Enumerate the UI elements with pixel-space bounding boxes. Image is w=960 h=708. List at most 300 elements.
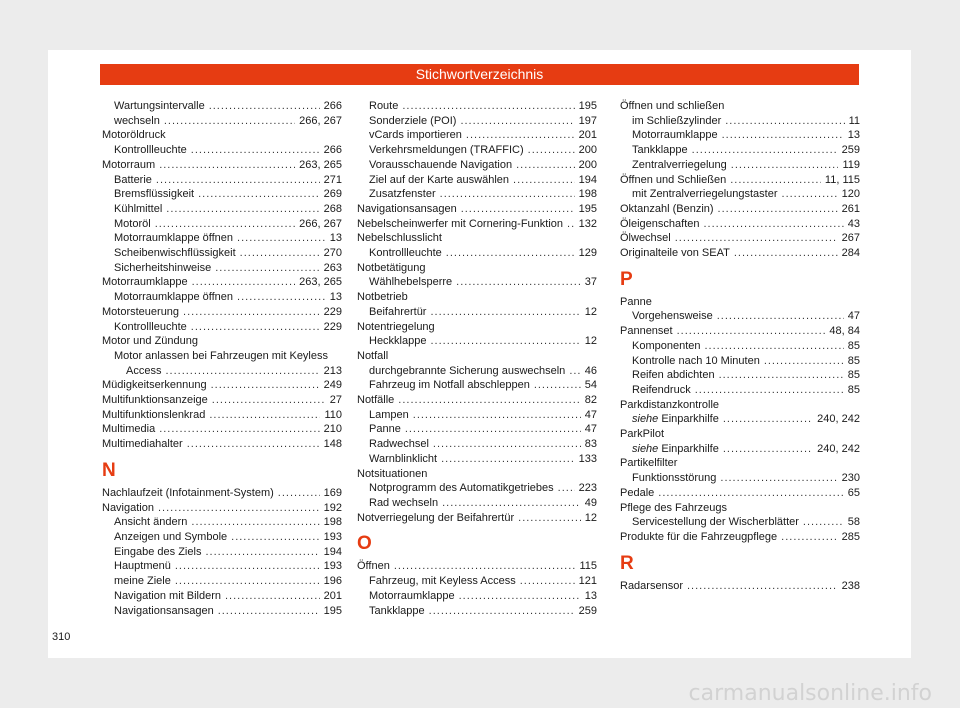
index-entry bbox=[357, 158, 597, 173]
index-entry-text: Zusatzfenster bbox=[369, 188, 436, 201]
dot-leader bbox=[456, 275, 581, 290]
index-page-reference: 238 bbox=[841, 579, 860, 592]
index-entry-text: Eingabe des Ziels bbox=[114, 545, 202, 558]
index-heading: Notbetrieb bbox=[357, 291, 408, 304]
dot-leader bbox=[567, 217, 575, 232]
index-page-reference: 229 bbox=[323, 320, 342, 333]
index-entry-label bbox=[620, 173, 726, 188]
dot-leader bbox=[198, 187, 320, 202]
index-entry bbox=[102, 305, 342, 320]
index-entry bbox=[620, 412, 860, 427]
index-page-reference: 200 bbox=[578, 144, 597, 157]
index-entry-label bbox=[632, 515, 799, 530]
index-page-reference: 169 bbox=[323, 486, 342, 499]
index-entry-text: Tankklappe bbox=[632, 144, 688, 157]
index-heading: ParkPilot bbox=[620, 428, 665, 441]
index-entry-label bbox=[632, 158, 727, 173]
dot-leader bbox=[237, 290, 326, 305]
index-entry-label bbox=[114, 246, 236, 261]
index-page-reference: 120 bbox=[841, 188, 860, 201]
index-page-reference: 195 bbox=[578, 202, 597, 215]
index-page-reference: 285 bbox=[841, 530, 860, 543]
index-entry-text: Pannenset bbox=[620, 325, 673, 338]
index-entry-label bbox=[620, 324, 673, 339]
index-page-reference: 200 bbox=[578, 158, 597, 171]
index-entry bbox=[357, 393, 597, 408]
index-entry-label bbox=[632, 114, 721, 129]
index-entry bbox=[102, 158, 342, 173]
index-page-reference: 263, 265 bbox=[299, 276, 342, 289]
index-entry bbox=[357, 128, 597, 143]
index-entry-label bbox=[114, 574, 171, 589]
index-heading: Notfall bbox=[357, 349, 389, 362]
index-entry bbox=[620, 114, 860, 129]
dot-leader bbox=[459, 589, 581, 604]
index-entry-label bbox=[620, 486, 654, 501]
index-entry-label bbox=[620, 217, 700, 232]
dot-leader bbox=[723, 442, 813, 457]
index-entry-text: Motorraumklappe bbox=[632, 129, 718, 142]
index-entry bbox=[102, 202, 342, 217]
index-entry-text: Kontrollleuchte bbox=[369, 247, 442, 260]
index-entry bbox=[620, 246, 860, 261]
index-entry bbox=[102, 290, 342, 305]
index-entry bbox=[620, 579, 860, 594]
index-entry bbox=[102, 545, 342, 560]
index-heading: Parkdistanzkontrolle bbox=[620, 398, 720, 411]
index-entry bbox=[357, 481, 597, 496]
index-page-reference: 194 bbox=[578, 173, 597, 186]
index-entry-label bbox=[620, 202, 714, 217]
index-entry-text: Multifunktionslenkrad bbox=[102, 408, 206, 421]
index-entry bbox=[357, 114, 597, 129]
index-page-reference: 83 bbox=[584, 438, 597, 451]
index-entry-label bbox=[114, 99, 205, 114]
index-entry-label bbox=[369, 275, 452, 290]
index-entry bbox=[102, 515, 342, 530]
index-page-reference: 259 bbox=[841, 144, 860, 157]
index-entry-label bbox=[632, 442, 719, 457]
dot-leader bbox=[723, 412, 813, 427]
dot-leader bbox=[187, 437, 320, 452]
index-page-reference: 119 bbox=[842, 158, 860, 171]
index-entry-label bbox=[632, 187, 778, 202]
index-entry-label bbox=[114, 202, 162, 217]
index-entry-label bbox=[632, 368, 715, 383]
index-page-reference: 197 bbox=[578, 114, 597, 127]
dot-leader bbox=[209, 408, 320, 423]
dot-leader bbox=[215, 261, 319, 276]
index-page-reference: 229 bbox=[323, 305, 342, 318]
index-heading: Notsituationen bbox=[357, 467, 428, 480]
index-entry bbox=[357, 378, 597, 393]
index-entry-label bbox=[102, 486, 274, 501]
dot-leader bbox=[225, 589, 320, 604]
index-page-reference: 47 bbox=[584, 408, 597, 421]
page-title: Stichwortverzeichnis bbox=[100, 64, 859, 85]
dot-leader bbox=[211, 378, 320, 393]
index-entry-text: Motorraumklappe öffnen bbox=[114, 291, 234, 304]
index-entry-label bbox=[114, 187, 194, 202]
dot-leader bbox=[704, 217, 844, 232]
index-entry-text: Einparkhilfe bbox=[661, 442, 719, 455]
index-entry bbox=[102, 422, 342, 437]
index-page-reference: 271 bbox=[323, 173, 342, 186]
index-entry bbox=[357, 275, 597, 290]
index-entry bbox=[357, 143, 597, 158]
index-entry bbox=[102, 393, 342, 408]
index-page-reference: 267 bbox=[841, 232, 860, 245]
dot-leader bbox=[658, 486, 843, 501]
dot-leader bbox=[159, 422, 319, 437]
index-page-reference: 249 bbox=[323, 379, 342, 392]
index-page-reference: 85 bbox=[847, 383, 860, 396]
index-entry-text: Motorraumklappe öffnen bbox=[114, 232, 234, 245]
index-entry-text: Reifen abdichten bbox=[632, 369, 715, 382]
index-entry-label bbox=[369, 364, 565, 379]
index-entry bbox=[620, 143, 860, 158]
index-entry-label bbox=[102, 501, 154, 516]
dot-leader bbox=[191, 320, 320, 335]
index-entry bbox=[357, 408, 597, 423]
index-entry-label bbox=[357, 202, 457, 217]
index-page-reference: 27 bbox=[329, 394, 342, 407]
index-entry-label bbox=[620, 579, 683, 594]
index-page-reference: 13 bbox=[584, 589, 597, 602]
index-entry-text: Wartungsintervalle bbox=[114, 100, 205, 112]
index-column-3 bbox=[620, 99, 860, 593]
index-page-reference: 65 bbox=[847, 486, 860, 499]
index-heading: Notbetätigung bbox=[357, 261, 426, 274]
dot-leader bbox=[466, 128, 575, 143]
index-heading: Nebelschlusslicht bbox=[357, 232, 442, 245]
index-entry-text: Fahrzeug im Notfall abschleppen bbox=[369, 379, 530, 392]
dot-leader bbox=[156, 173, 320, 188]
dot-leader bbox=[192, 275, 296, 290]
index-entry-text: Motorraumklappe bbox=[102, 276, 188, 289]
index-entry-text: Motorraum bbox=[102, 158, 156, 171]
index-entry-text: Notprogramm des Automatikgetriebes bbox=[369, 482, 554, 495]
index-entry bbox=[102, 530, 342, 545]
index-entry-label bbox=[369, 452, 437, 467]
index-entry bbox=[102, 99, 342, 114]
index-entry-text: Rad wechseln bbox=[369, 496, 439, 509]
index-entry bbox=[620, 354, 860, 369]
index-page-reference: 193 bbox=[323, 560, 342, 573]
index-entry-label bbox=[632, 309, 713, 324]
index-entry-label bbox=[357, 393, 394, 408]
dot-leader bbox=[782, 187, 838, 202]
dot-leader bbox=[734, 246, 838, 261]
index-entry bbox=[620, 217, 860, 232]
index-entry bbox=[357, 574, 597, 589]
index-entry bbox=[102, 217, 342, 232]
index-entry bbox=[620, 231, 860, 246]
dot-leader bbox=[520, 574, 575, 589]
watermark-text: carmanualsonline.info bbox=[688, 681, 932, 706]
index-entry bbox=[620, 339, 860, 354]
index-entry bbox=[102, 275, 342, 290]
index-page-reference: 49 bbox=[584, 496, 597, 509]
index-page-reference: 85 bbox=[847, 354, 860, 367]
index-page-reference: 196 bbox=[323, 575, 342, 588]
dot-leader bbox=[461, 202, 575, 217]
index-page-reference: 240, 242 bbox=[817, 442, 860, 455]
index-entry-label bbox=[114, 261, 211, 276]
dot-leader bbox=[558, 481, 575, 496]
index-entry bbox=[620, 368, 860, 383]
dot-leader bbox=[687, 579, 838, 594]
index-entry-label bbox=[102, 305, 179, 320]
index-entry bbox=[620, 515, 860, 530]
index-page-reference: 270 bbox=[323, 247, 342, 260]
index-entry-text: Kontrollleuchte bbox=[114, 320, 187, 333]
index-entry bbox=[102, 574, 342, 589]
dot-leader bbox=[781, 530, 837, 545]
index-entry-label bbox=[114, 173, 152, 188]
index-entry-text: Öffnen und Schließen bbox=[620, 173, 727, 186]
index-entry-text: Motoröl bbox=[114, 217, 151, 230]
index-entry-text: Vorgehensweise bbox=[632, 310, 713, 323]
dot-leader bbox=[175, 559, 320, 574]
see-reference: siehe bbox=[632, 442, 659, 455]
dot-leader bbox=[719, 368, 844, 383]
index-page-reference: 210 bbox=[323, 423, 342, 436]
index-page-reference: 12 bbox=[584, 335, 597, 348]
index-entry-label bbox=[369, 589, 455, 604]
dot-leader bbox=[158, 501, 320, 516]
index-entry-label bbox=[369, 143, 524, 158]
dot-leader bbox=[442, 496, 581, 511]
index-entry bbox=[357, 173, 597, 188]
index-page-reference: 148 bbox=[323, 438, 342, 451]
index-column-2 bbox=[357, 99, 597, 618]
index-entry-label bbox=[102, 422, 155, 437]
index-entry-text: Navigationsansagen bbox=[357, 202, 457, 215]
dot-leader bbox=[725, 114, 844, 129]
index-entry-text: Funktionsstörung bbox=[632, 472, 717, 485]
dot-leader bbox=[695, 383, 844, 398]
index-entry-text: Öleigenschaften bbox=[620, 217, 700, 230]
index-entry-label bbox=[369, 128, 462, 143]
index-entry bbox=[102, 364, 342, 379]
index-entry bbox=[620, 187, 860, 202]
index-entry-label bbox=[369, 574, 516, 589]
index-entry-label bbox=[114, 515, 187, 530]
index-entry bbox=[620, 442, 860, 457]
index-entry-text: Kühlmittel bbox=[114, 202, 163, 215]
index-entry-text: Navigation bbox=[102, 501, 154, 514]
index-entry-text: Heckklappe bbox=[369, 335, 427, 348]
index-entry bbox=[357, 305, 597, 320]
index-entry bbox=[357, 217, 597, 232]
index-entry bbox=[357, 496, 597, 511]
index-heading: Pflege des Fahrzeugs bbox=[620, 501, 728, 514]
index-entry-label bbox=[369, 408, 409, 423]
index-page-reference: 193 bbox=[323, 530, 342, 543]
index-entry bbox=[357, 452, 597, 467]
index-entry-label bbox=[632, 339, 701, 354]
index-entry bbox=[102, 143, 342, 158]
index-entry-label bbox=[632, 143, 688, 158]
index-page-reference: 47 bbox=[847, 310, 860, 323]
index-entry bbox=[357, 187, 597, 202]
index-entry-label bbox=[102, 275, 188, 290]
index-page-reference: 129 bbox=[578, 247, 597, 260]
dot-leader bbox=[159, 158, 295, 173]
index-entry-label bbox=[369, 481, 554, 496]
index-page-reference: 46 bbox=[584, 364, 597, 377]
dot-leader bbox=[718, 202, 838, 217]
index-entry bbox=[620, 158, 860, 173]
index-page-reference: 259 bbox=[578, 604, 597, 617]
index-entry bbox=[102, 320, 342, 335]
index-entry-label bbox=[357, 511, 514, 526]
index-page-reference: 263, 265 bbox=[299, 158, 342, 171]
index-entry-label bbox=[369, 187, 436, 202]
dot-leader bbox=[803, 515, 844, 530]
index-entry-label bbox=[357, 217, 563, 232]
index-page-reference: 121 bbox=[578, 575, 597, 588]
dot-leader bbox=[218, 604, 320, 619]
index-entry-text: Fahrzeug, mit Keyless Access bbox=[369, 575, 516, 588]
index-page-reference: 268 bbox=[323, 202, 342, 215]
dot-leader bbox=[460, 114, 574, 129]
index-entry-text: Servicestellung der Wischerblätter bbox=[632, 516, 799, 529]
index-entry-text: Zentralverriegelung bbox=[632, 158, 727, 171]
index-entry bbox=[357, 246, 597, 261]
index-entry bbox=[102, 187, 342, 202]
index-page-reference: 11, 115 bbox=[824, 173, 860, 186]
index-entry-label bbox=[126, 364, 161, 379]
index-entry-text: Batterie bbox=[114, 173, 152, 186]
index-entry-text: Multimedia bbox=[102, 423, 156, 436]
index-page-reference: 240, 242 bbox=[817, 413, 860, 426]
index-page-reference: 58 bbox=[847, 516, 860, 529]
index-page-reference: 110 bbox=[324, 408, 342, 421]
index-entry-label bbox=[114, 231, 233, 246]
index-entry-text: Warnblinklicht bbox=[369, 452, 438, 465]
index-heading: Panne bbox=[620, 295, 652, 308]
index-entry-text: Radarsensor bbox=[620, 579, 683, 592]
index-page-reference: 192 bbox=[323, 501, 342, 514]
index-page-reference: 266, 267 bbox=[299, 114, 342, 127]
index-entry bbox=[357, 334, 597, 349]
index-heading: Motor und Zündung bbox=[102, 335, 199, 348]
index-entry-text: wechseln bbox=[114, 114, 160, 127]
index-entry-text: im Schließzylinder bbox=[632, 114, 722, 127]
index-column-1 bbox=[102, 99, 342, 618]
dot-leader bbox=[405, 422, 581, 437]
index-page-reference: 266, 267 bbox=[299, 217, 342, 230]
index-entry-label bbox=[369, 99, 398, 114]
manual-page bbox=[48, 50, 911, 658]
index-entry bbox=[357, 202, 597, 217]
dot-leader bbox=[430, 305, 580, 320]
index-entry bbox=[357, 589, 597, 604]
dot-leader bbox=[433, 437, 581, 452]
index-page-reference: 13 bbox=[847, 129, 860, 142]
index-entry bbox=[357, 422, 597, 437]
see-reference: siehe bbox=[632, 413, 659, 426]
index-entry bbox=[620, 309, 860, 324]
dot-leader bbox=[705, 339, 844, 354]
index-page-reference: 82 bbox=[584, 394, 597, 407]
index-page-reference: 194 bbox=[323, 545, 342, 558]
index-entry-label bbox=[632, 471, 716, 486]
index-entry-label bbox=[114, 604, 214, 619]
index-entry-label bbox=[357, 559, 390, 574]
index-entry-label bbox=[102, 158, 155, 173]
index-heading: Partikelfilter bbox=[620, 457, 678, 470]
index-page-reference: 48, 84 bbox=[829, 325, 860, 338]
index-entry bbox=[357, 511, 597, 526]
dot-leader bbox=[175, 574, 320, 589]
index-page-reference: 12 bbox=[584, 305, 597, 318]
dot-leader bbox=[166, 202, 319, 217]
dot-leader bbox=[513, 173, 575, 188]
index-entry bbox=[102, 173, 342, 188]
index-entry-label bbox=[369, 437, 429, 452]
index-entry-text: Beifahrertür bbox=[369, 305, 427, 318]
dot-leader bbox=[722, 128, 844, 143]
index-entry bbox=[102, 408, 342, 423]
dot-leader bbox=[518, 511, 581, 526]
index-entry-text: Wählhebelsperre bbox=[369, 276, 453, 289]
index-entry-text: Multimediahalter bbox=[102, 438, 183, 451]
dot-leader bbox=[278, 486, 320, 501]
index-page-reference: 198 bbox=[323, 516, 342, 529]
index-entry-label bbox=[369, 496, 438, 511]
index-entry-label bbox=[369, 305, 426, 320]
index-entry-text: Anzeigen und Symbole bbox=[114, 530, 228, 543]
dot-leader bbox=[440, 187, 575, 202]
index-entry-text: Vorausschauende Navigation bbox=[369, 158, 513, 171]
index-entry-text: Navigationsansagen bbox=[114, 604, 214, 617]
index-entry-text: Komponenten bbox=[632, 339, 701, 352]
index-heading: Öffnen und schließen bbox=[620, 100, 725, 112]
index-entry bbox=[620, 202, 860, 217]
index-entry-text: Kontrollleuchte bbox=[114, 144, 187, 157]
index-entry bbox=[102, 246, 342, 261]
index-entry bbox=[620, 128, 860, 143]
dot-leader bbox=[155, 217, 295, 232]
index-entry bbox=[102, 378, 342, 393]
index-page-reference: 54 bbox=[584, 379, 597, 392]
dot-leader bbox=[430, 334, 580, 349]
index-page-reference: 266 bbox=[323, 144, 342, 157]
index-entry-text: vCards importieren bbox=[369, 129, 462, 142]
index-entry-label bbox=[114, 290, 233, 305]
index-entry-text: Sonderziele (POI) bbox=[369, 114, 457, 127]
index-heading: Notentriegelung bbox=[357, 320, 435, 333]
index-page-reference: 284 bbox=[841, 247, 860, 260]
index-entry-text: Radwechsel bbox=[369, 438, 429, 451]
index-entry-text: Navigation mit Bildern bbox=[114, 589, 221, 602]
index-entry-text: Ansicht ändern bbox=[114, 516, 188, 529]
index-entry-label bbox=[114, 589, 221, 604]
dot-leader bbox=[731, 158, 839, 173]
index-entry-label bbox=[620, 231, 671, 246]
index-page-reference: 266 bbox=[323, 100, 342, 112]
index-entry-label bbox=[114, 114, 160, 129]
index-entry-label bbox=[369, 246, 442, 261]
dot-leader bbox=[205, 545, 319, 560]
index-page-reference: 133 bbox=[578, 452, 597, 465]
index-page-reference: 201 bbox=[323, 589, 342, 602]
index-page-reference: 269 bbox=[323, 188, 342, 201]
index-entry-text: Produkte für die Fahrzeugpflege bbox=[620, 530, 778, 543]
